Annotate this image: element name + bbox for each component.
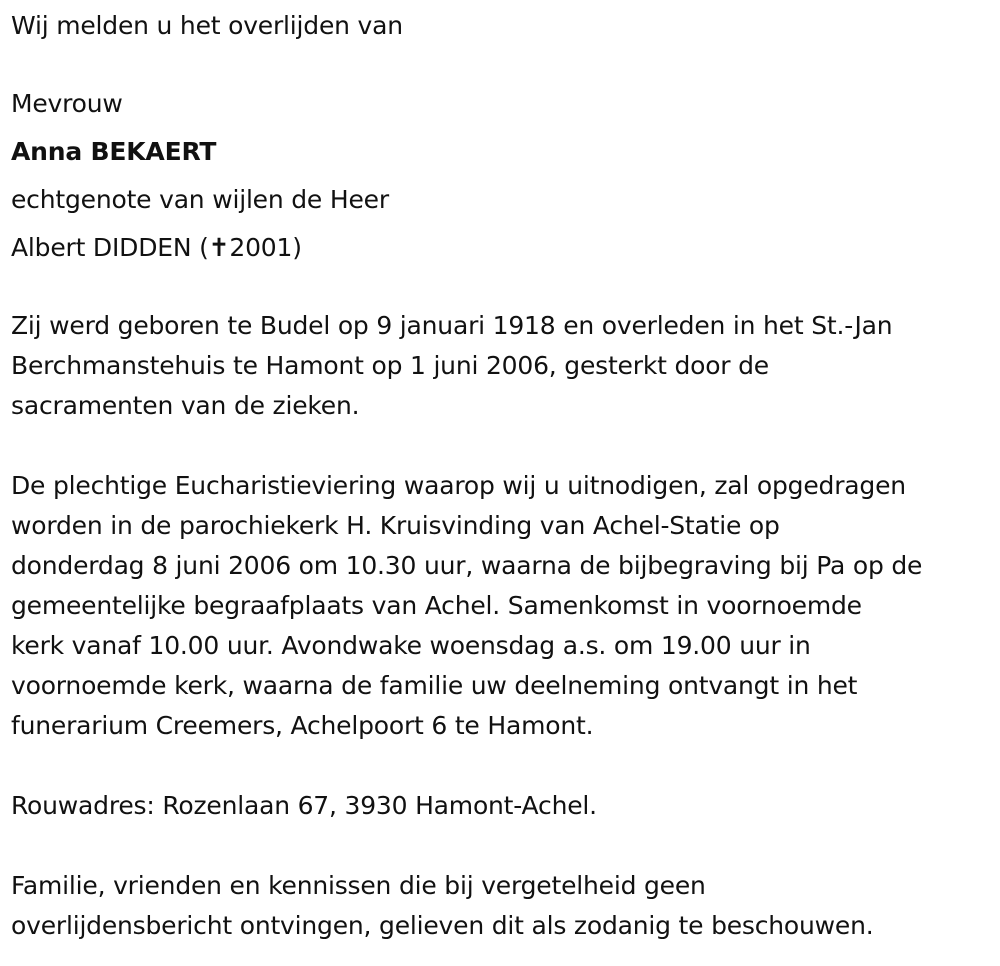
paragraph-line: voornoemde kerk, waarna de familie uw deelneming ontvangt in het xyxy=(11,671,858,700)
paragraph-line: worden in de parochiekerk H. Kruisvinding van Achel-Statie op xyxy=(11,511,780,540)
spacer xyxy=(11,426,996,466)
spacer xyxy=(11,826,996,866)
deceased-title: Mevrouw xyxy=(11,89,123,118)
birth-death-paragraph xyxy=(11,306,996,426)
paragraph-line: Zij werd geboren te Budel op 9 januari 1918 en overleden in het St.-Jan xyxy=(11,311,893,340)
paragraph-line: overlijdensbericht ontvingen, gelieven dit als zodanig te beschouwen. xyxy=(11,911,874,940)
deceased-block xyxy=(11,80,996,272)
deceased-name: Anna BEKAERT xyxy=(11,137,217,166)
paragraph-line: Familie, vrienden en kennissen die bij vergetelheid geen xyxy=(11,871,706,900)
paragraph-line: funerarium Creemers, Achelpoort 6 te Hamont. xyxy=(11,711,594,740)
paragraph-line: donderdag 8 juni 2006 om 10.30 uur, waarna de bijbegraving bij Pa op de xyxy=(11,551,923,580)
paragraph-line: sacramenten van de zieken. xyxy=(11,391,360,420)
spacer xyxy=(11,272,996,306)
deceased-relation: echtgenote van wijlen de Heer xyxy=(11,185,389,214)
spacer xyxy=(11,746,996,786)
intro-line: Wij melden u het overlijden van xyxy=(11,11,403,40)
paragraph-line: kerk vanaf 10.00 uur. Avondwake woensdag a.s. om 19.00 uur in xyxy=(11,631,811,660)
address-paragraph xyxy=(11,786,996,826)
spacer xyxy=(11,52,996,80)
paragraph-line: De plechtige Eucharistieviering waarop wij u uitnodigen, zal opgedragen xyxy=(11,471,906,500)
paragraph-line: Berchmanstehuis te Hamont op 1 juni 2006, gesterkt door de xyxy=(11,351,769,380)
spouse-name: Albert DIDDEN (✝2001) xyxy=(11,233,302,262)
ceremony-paragraph xyxy=(11,466,996,746)
address-line: Rouwadres: Rozenlaan 67, 3930 Hamont-Achel. xyxy=(11,791,597,820)
closing-paragraph xyxy=(11,866,996,946)
paragraph-line: gemeentelijke begraafplaats van Achel. Samenkomst in voornoemde xyxy=(11,591,862,620)
death-notice xyxy=(11,0,996,946)
